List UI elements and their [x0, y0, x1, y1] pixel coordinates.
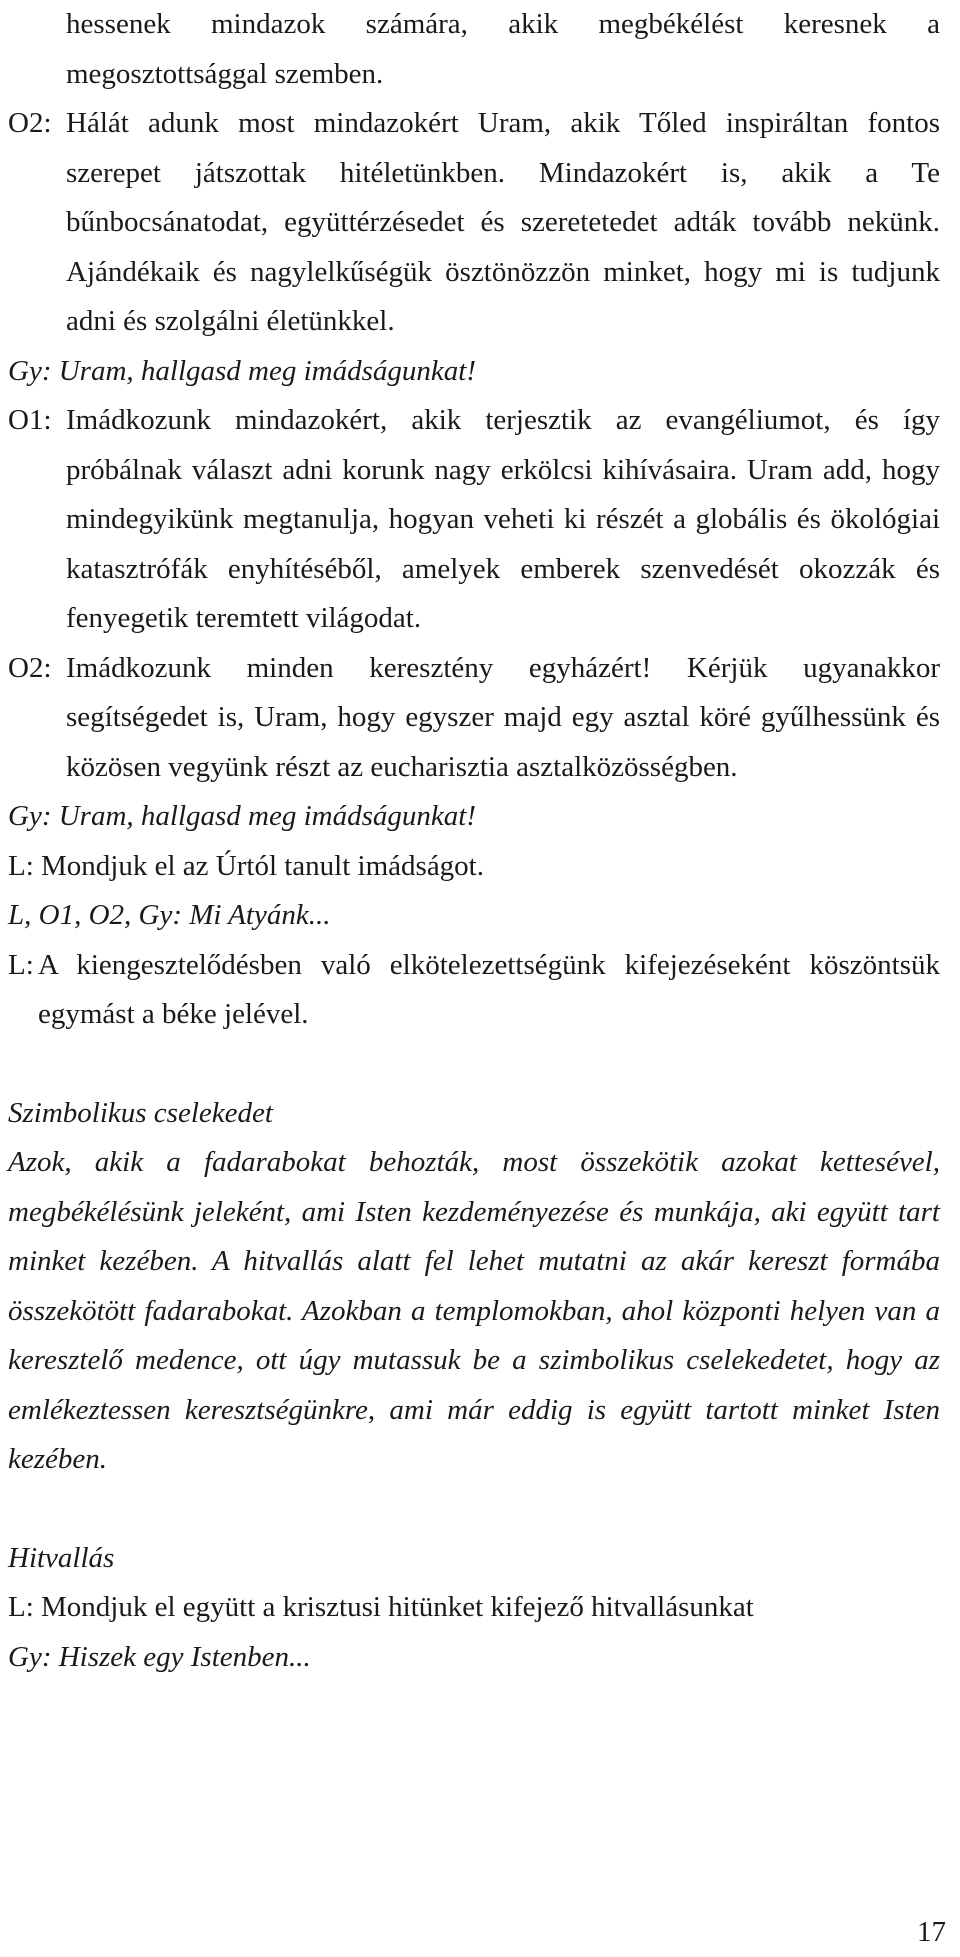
leader-peace-line [8, 941, 940, 1040]
symbolic-paragraph: Azok, akik a fadarabokat behozták, most összekötik azokat kettesével, megbékélésünk jeleként, ami Isten kezdeményezése és munkája, aki együtt tart minket kezében. A hitvallás alatt fel lehet mutatni az akár kereszt formába összekötött fadarabokat. Azokban a templomokban, ahol központi helyen van a keresztelő medence, ott úgy mutassuk be a szimbolikus cselekedetet, hogy az emlékeztessen keresztségünkre, ami már eddig is együtt tartott minket Isten kezében. [8, 1146, 940, 1475]
page-number: 17 [917, 1916, 946, 1948]
section-gap [8, 1040, 940, 1089]
speaker-label: O2: [8, 107, 52, 139]
section-title-creed: Hitvallás [8, 1541, 115, 1574]
speaker-label: O2: [8, 651, 52, 684]
continued-paragraph: hessenek mindazok számára, akik megbékélést keresnek a megosztottsággal szemben. [66, 8, 940, 90]
response-line: Gy: Uram, hallgasd meg imádságunkat! [8, 800, 476, 832]
section-gap [8, 1485, 940, 1534]
all-response-line: L, O1, O2, Gy: Mi Atyánk... [8, 899, 331, 931]
prayer-text: Hálát adunk most mindazokért Uram, akik Tőled inspiráltan fontos szerepet játszottak hitéletünkben. Mindazokért is, akik a Te bűnbocsánatodat, együttérzésedet és szeretetedet adták tovább nekünk. Ajándékaik és nagylelkűségük ösztönözzön minket, hogy mi is tudjunk adni és szolgálni életünkkel. [66, 107, 940, 337]
prayer-text: A kiengesztelődésben való elkötelezettségünk kifejezéseként köszöntsük egymást a béke jelével. [38, 948, 940, 1030]
response-line: Gy: Uram, hallgasd meg imádságunkat! [8, 354, 476, 387]
speaker-label: L: [8, 948, 34, 981]
prayer-o2-thanks [8, 99, 940, 347]
creed-response-line: Gy: Hiszek egy Istenben... [8, 1640, 311, 1673]
document-page [8, 0, 940, 1682]
speaker-label: O1: [8, 404, 52, 436]
prayer-o2-churches [8, 644, 940, 793]
creed-leader-line: L: Mondjuk el együtt a krisztusi hitünket kifejező hitvallásunkat [8, 1591, 754, 1623]
prayer-text: Imádkozunk mindazokért, akik terjesztik az evangéliumot, és így próbálnak választ adni korunk nagy erkölcsi kihívásaira. Uram add, hogy mindegyikünk megtanulja, hogyan veheti ki részét a globális és ökológiai katasztrófák enyhítéséből, amelyek emberek szenvedését okozzák és fenyegetik teremtett világodat. [66, 404, 940, 634]
leader-line: L: Mondjuk el az Úrtól tanult imádságot. [8, 849, 484, 882]
prayer-text: Imádkozunk minden keresztény egyházért! Kérjük ugyanakkor segítségedet is, Uram, hogy egyszer majd egy asztal köré gyűlhessünk és közösen vegyünk részt az eucharisztia asztalközösségben. [66, 651, 940, 783]
prayer-o1-gospel [8, 396, 940, 644]
section-title-symbolic: Szimbolikus cselekedet [8, 1096, 273, 1129]
